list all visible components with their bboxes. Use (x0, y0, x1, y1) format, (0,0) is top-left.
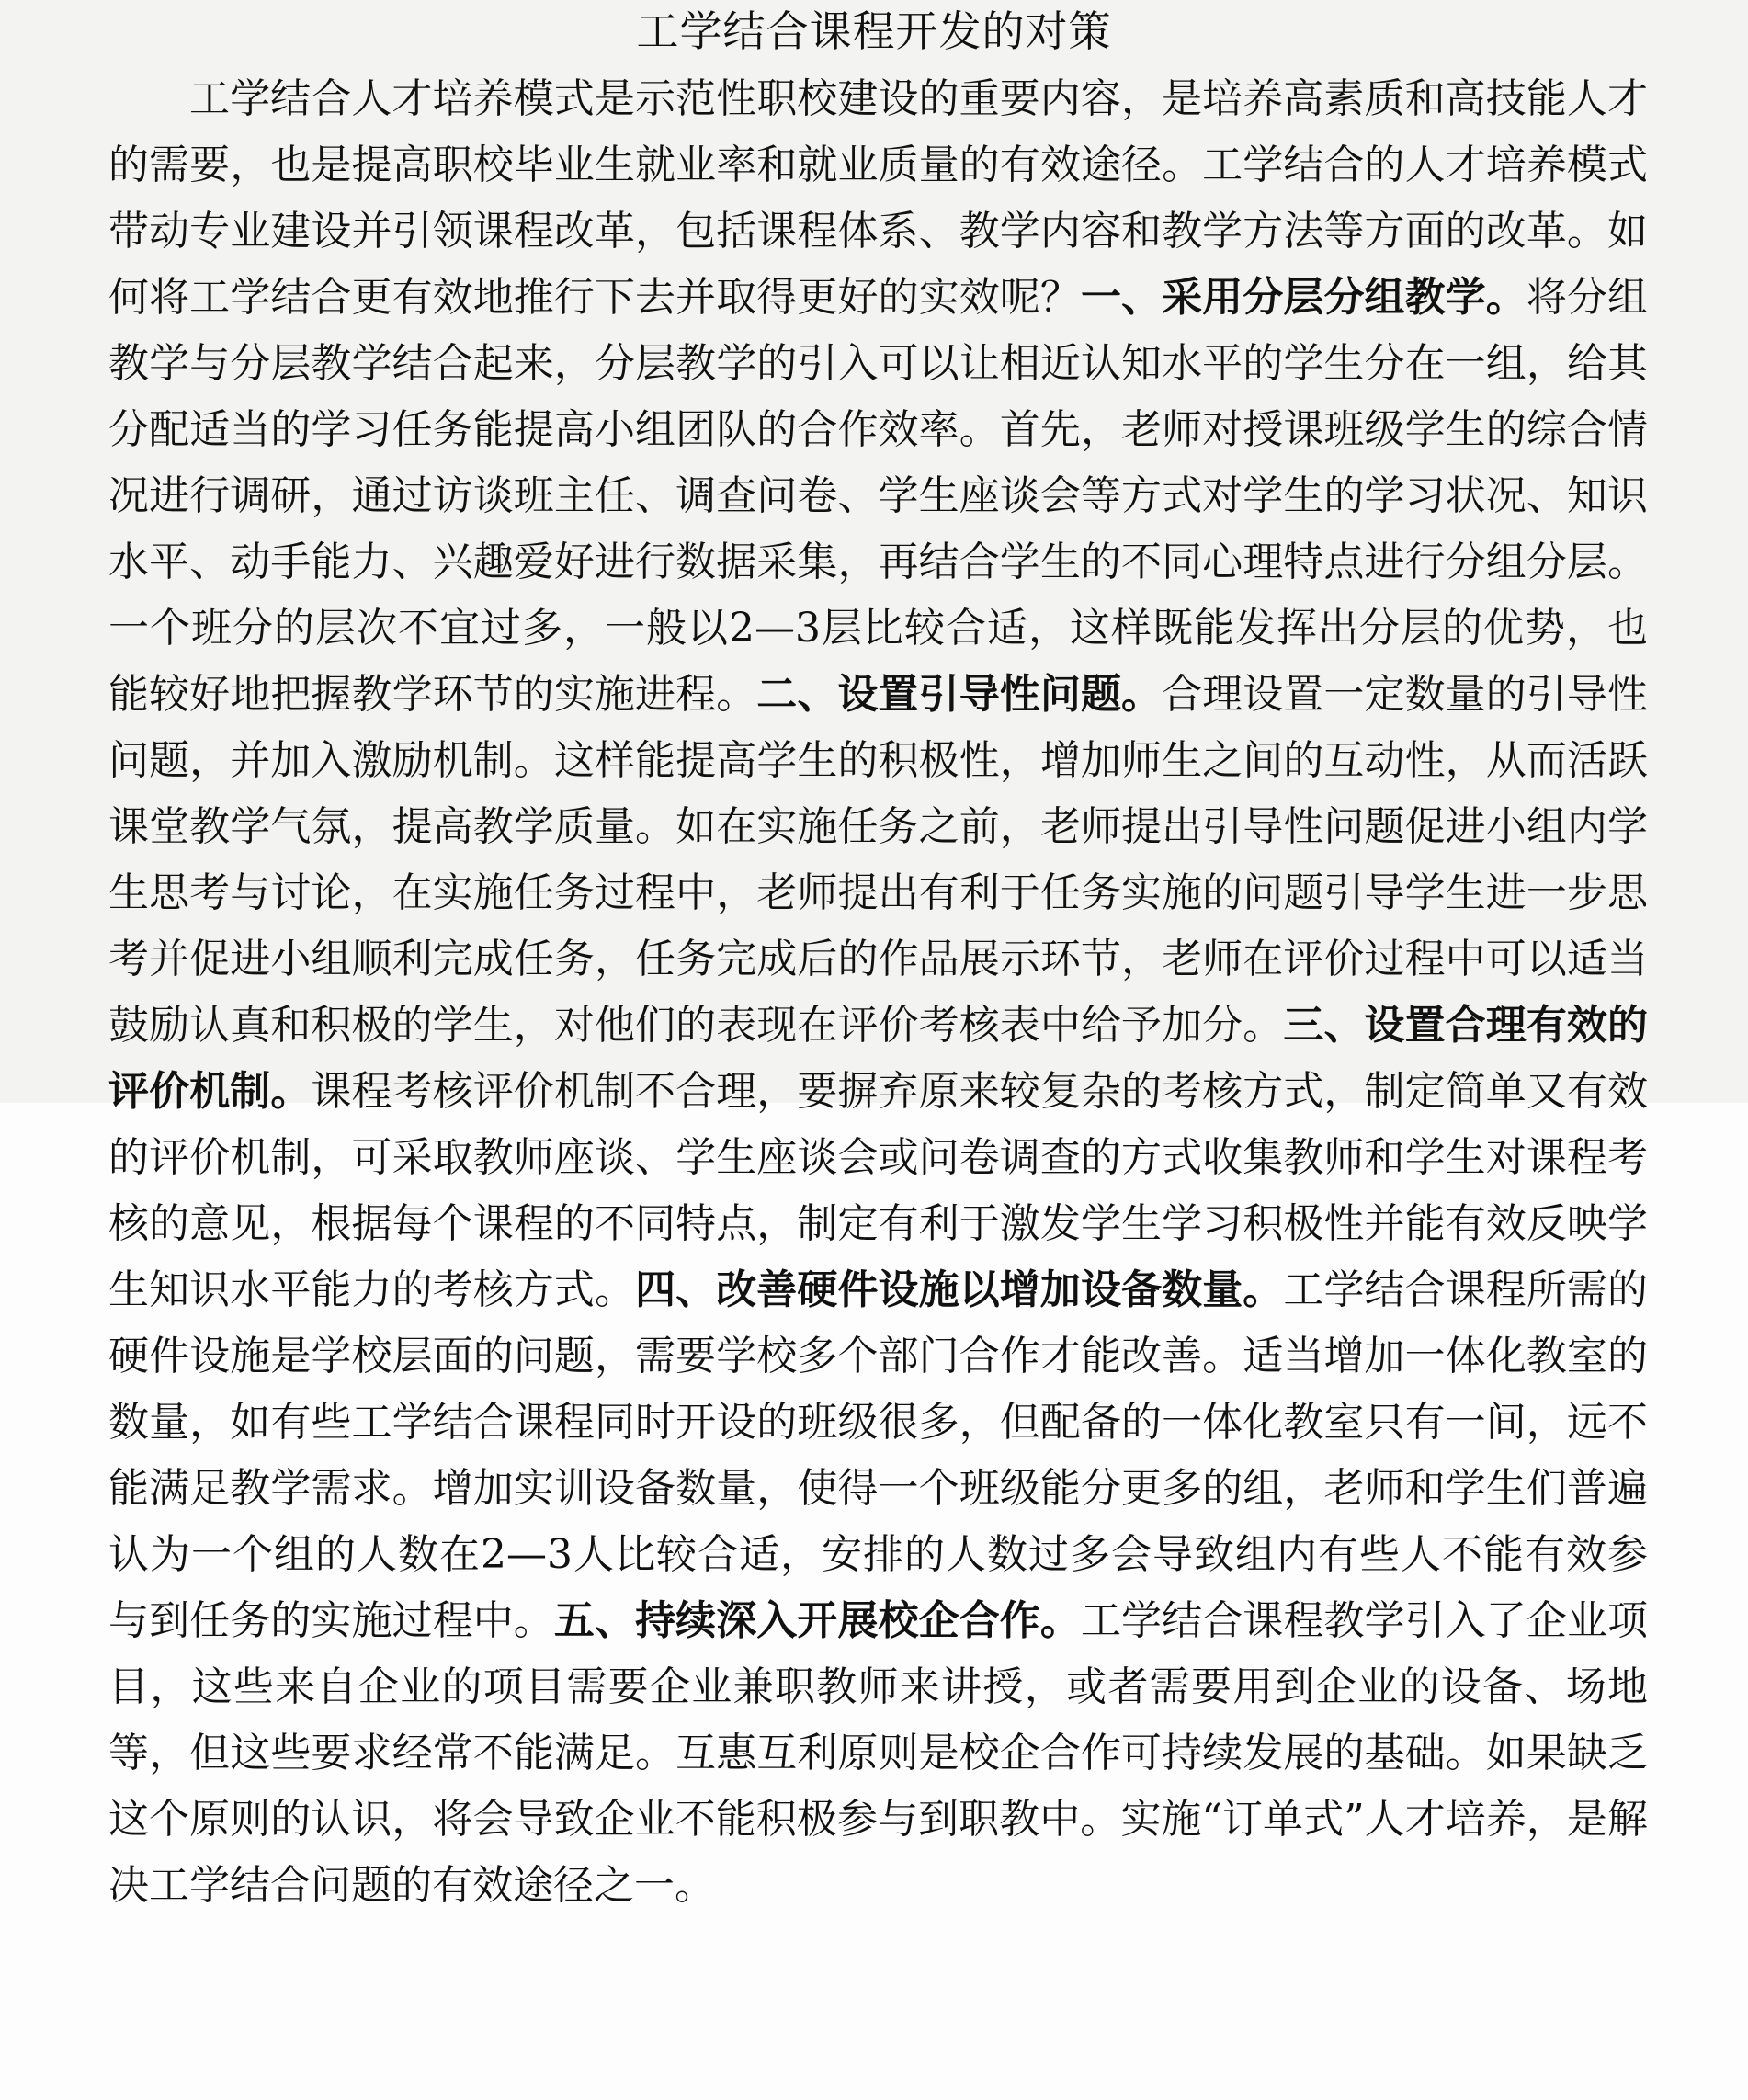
text-intro: 工学结合人才培养模式是示范性职校建设的重要内容，是培养高素质和高技能人才的需要，也是提高职校毕业生就业率和就业质量的有效途径。工学结合的人才培养模式带动专业建设并引领课程改革，包括课程体系、教学内容和教学方法等方面的改革。如何将工学结合更有效地推行下去并取得更好的实效呢？ (108, 75, 1648, 321)
text-point-1: 将分组教学与分层教学结合起来，分层教学的引入可以让相近认知水平的学生分在一组，给其分配适当的学习任务能提高小组团队的合作效率。首先，老师对授课班级学生的综合情况进行调研，通过访谈班主任、调查问卷、学生座谈会等方式对学生的学习状况、知识水平、动手能力、兴趣爱好进行数据采集，再结合学生的不同心理特点进行分组分层。一个班分的层次不宜过多，一般以2—3层比较合适，这样既能发挥出分层的优势，也能较好地把握教学环节的实施进程。 (108, 274, 1649, 718)
heading-point-3: 三、设置合理有效的评价机制。 (108, 1002, 1649, 1115)
heading-point-4: 四、改善硬件设施以增加设备数量。 (635, 1266, 1284, 1313)
heading-point-5: 五、持续深入开展校企合作。 (553, 1597, 1081, 1644)
text-point-5: 工学结合课程教学引入了企业项目，这些来自企业的项目需要企业兼职教师来讲授，或者需要用到企业的设备、场地等，但这些要求经常不能满足。互惠互利原则是校企合作可持续发展的基础。如果缺乏这个原则的认识，将会导致企业不能积极参与到职教中。实施“订单式”人才培养，是解决工学结合问题的有效途径之一。 (108, 1597, 1649, 1909)
text-point-4: 工学结合课程所需的硬件设施是学校层面的问题，需要学校多个部门合作才能改善。适当增加一体化教室的数量，如有些工学结合课程同时开设的班级很多，但配备的一体化教室只有一间，远不能满足教学需求。增加实训设备数量，使得一个班级能分更多的组，老师和学生们普遍认为一个组的人数在2—3人比较合适，安排的人数过多会导致组内有些人不能有效参与到任务的实施过程中。 (108, 1266, 1649, 1644)
body-paragraph (108, 66, 1648, 1919)
heading-point-2: 二、设置引导性问题。 (756, 671, 1163, 718)
text-point-3: 课程考核评价机制不合理，要摒弃原来较复杂的考核方式，制定简单又有效的评价机制，可采取教师座谈、学生座谈会或问卷调查的方式收集教师和学生对课程考核的意见，根据每个课程的不同特点，制定有利于激发学生学习积极性并能有效反映学生知识水平能力的考核方式。 (108, 1068, 1648, 1313)
heading-point-1: 一、采用分层分组教学。 (1080, 274, 1527, 321)
text-point-2: 合理设置一定数量的引导性问题，并加入激励机制。这样能提高学生的积极性，增加师生之间的互动性，从而活跃课堂教学气氛，提高教学质量。如在实施任务之前，老师提出引导性问题促进小组内学生思考与讨论，在实施任务过程中，老师提出有利于任务实施的问题引导学生进一步思考并促进小组顺利完成任务，任务完成后的作品展示环节，老师在评价过程中可以适当鼓励认真和积极的学生，对他们的表现在评价考核表中给予加分。 (108, 671, 1649, 1049)
document-title: 工学结合课程开发的对策 (636, 6, 1112, 56)
